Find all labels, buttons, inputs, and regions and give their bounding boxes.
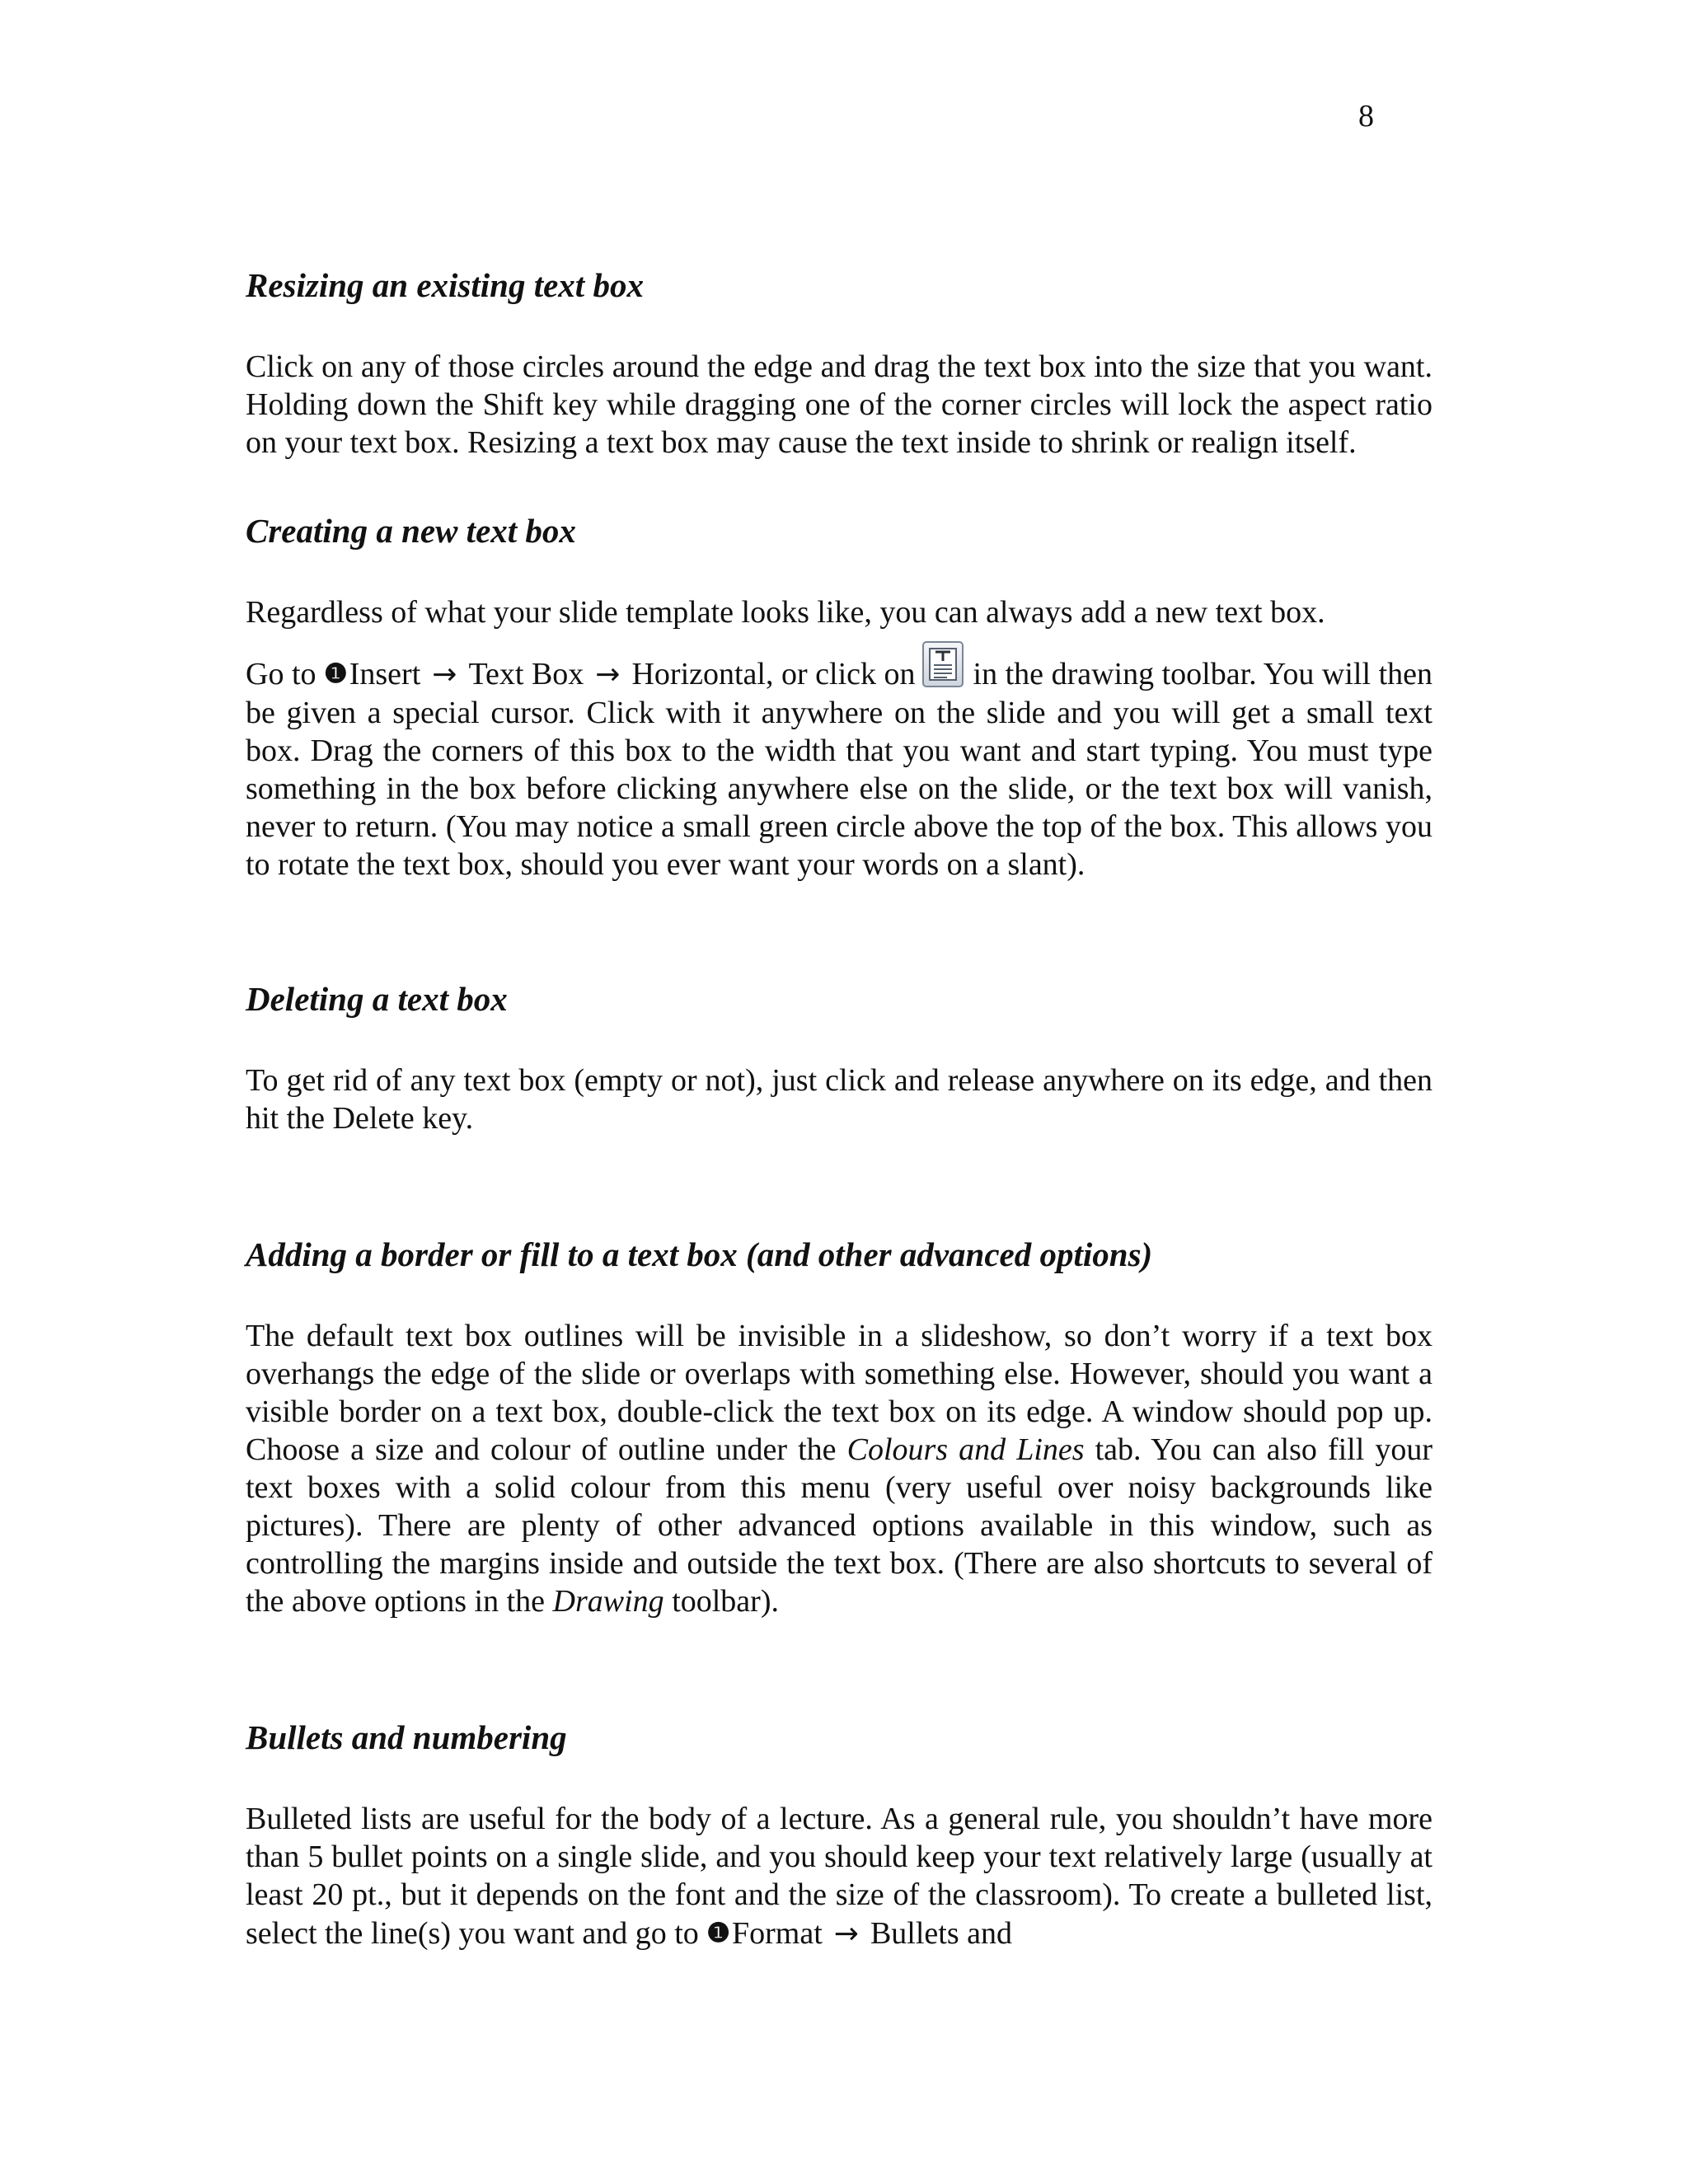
section-creating [246, 511, 1432, 883]
menu-item-horizontal: Horizontal, or click on [631, 657, 916, 691]
arrow-right-icon: → [595, 658, 621, 691]
text-box-icon [922, 641, 964, 687]
paragraph: Regardless of what your slide template looks like, you can always add a new text box. [246, 595, 1325, 630]
tab-name-colours-and-lines: Colours and Lines [846, 1432, 1085, 1467]
paragraph: Click on any of those circles around the edge and drag the text box into the size that you want. Holding down the Shift key while dragging one of the corner circles will lock the aspect ratio on your text box. Resizing a text box may cause the text inside to shrink or realign itself. [246, 349, 1432, 460]
menu-item-bullets: Bullets and [870, 1916, 1012, 1951]
section-resizing [246, 265, 1432, 462]
section-heading: Resizing an existing text box [246, 266, 644, 304]
paragraph-text: toolbar). [663, 1584, 779, 1619]
section-heading: Adding a border or fill to a text box (and other advanced options) [246, 1235, 1153, 1273]
section-border-fill [246, 1235, 1432, 1620]
menu-item-format: Format [731, 1916, 823, 1951]
section-heading: Bullets and numbering [246, 1718, 567, 1756]
paragraph [246, 1800, 1432, 1953]
section-heading: Creating a new text box [246, 512, 576, 550]
menu-item-insert: Insert [349, 657, 421, 691]
page-number: 8 [1358, 99, 1374, 134]
paragraph-text: tab. You can also fill your text boxes with a solid colour from this menu (very useful over noisy backgrounds like pictures). There are plenty of other advanced options available in this window, such as controlling the margins inside and outside the text box. (There are also shortcuts to several of the above options in the [246, 1432, 1432, 1619]
toolbar-name-drawing: Drawing [552, 1584, 664, 1619]
menu-item-text-box: Text Box [468, 657, 584, 691]
section-heading: Deleting a text box [246, 980, 508, 1018]
paragraph-text: Go to [246, 657, 325, 691]
document-body [246, 265, 1432, 1953]
menu-marker-icon: ❶ [324, 658, 348, 688]
arrow-right-icon: → [833, 1917, 859, 1951]
paragraph-text: Bulleted lists are useful for the body of a lecture. As a general rule, you shouldn’t have more than 5 bullet points on a single slide, and you should keep your text relatively large (usually at least 20 pt., but it depends on the font and the size of the classroom). To create a bulleted list, select the line(s) you want and go to [246, 1802, 1432, 1951]
paragraph: To get rid of any text box (empty or not), just click and release anywhere on its edge, and then hit the Delete key. [246, 1063, 1432, 1136]
section-deleting [246, 979, 1432, 1137]
paragraph-text: The default text box outlines will be invisible in a slideshow, so don’t worry if a text box overhangs the edge of the slide or overlaps with something else. However, should you want a visible border on a text box, double-click the text box on its edge. A window should pop up. Choose a size and colour of outline under the [246, 1319, 1432, 1467]
section-bullets [246, 1718, 1432, 1953]
paragraph [246, 1317, 1432, 1620]
menu-marker-icon: ❶ [706, 1918, 730, 1947]
arrow-right-icon: → [432, 658, 457, 691]
paragraph [246, 641, 1432, 883]
paragraph-text: in the drawing toolbar. You will then be given a special cursor. Click with it anywhere on the slide and you will get a small text box. Drag the corners of this box to the width that you want and start typing. You must type something in the box before clicking anywhere else on the slide, or the text box will vanish, never to return. (You may notice a small green circle above the top of the box. This allows you to rotate the text box, should you ever want your words on a slant). [246, 657, 1432, 882]
